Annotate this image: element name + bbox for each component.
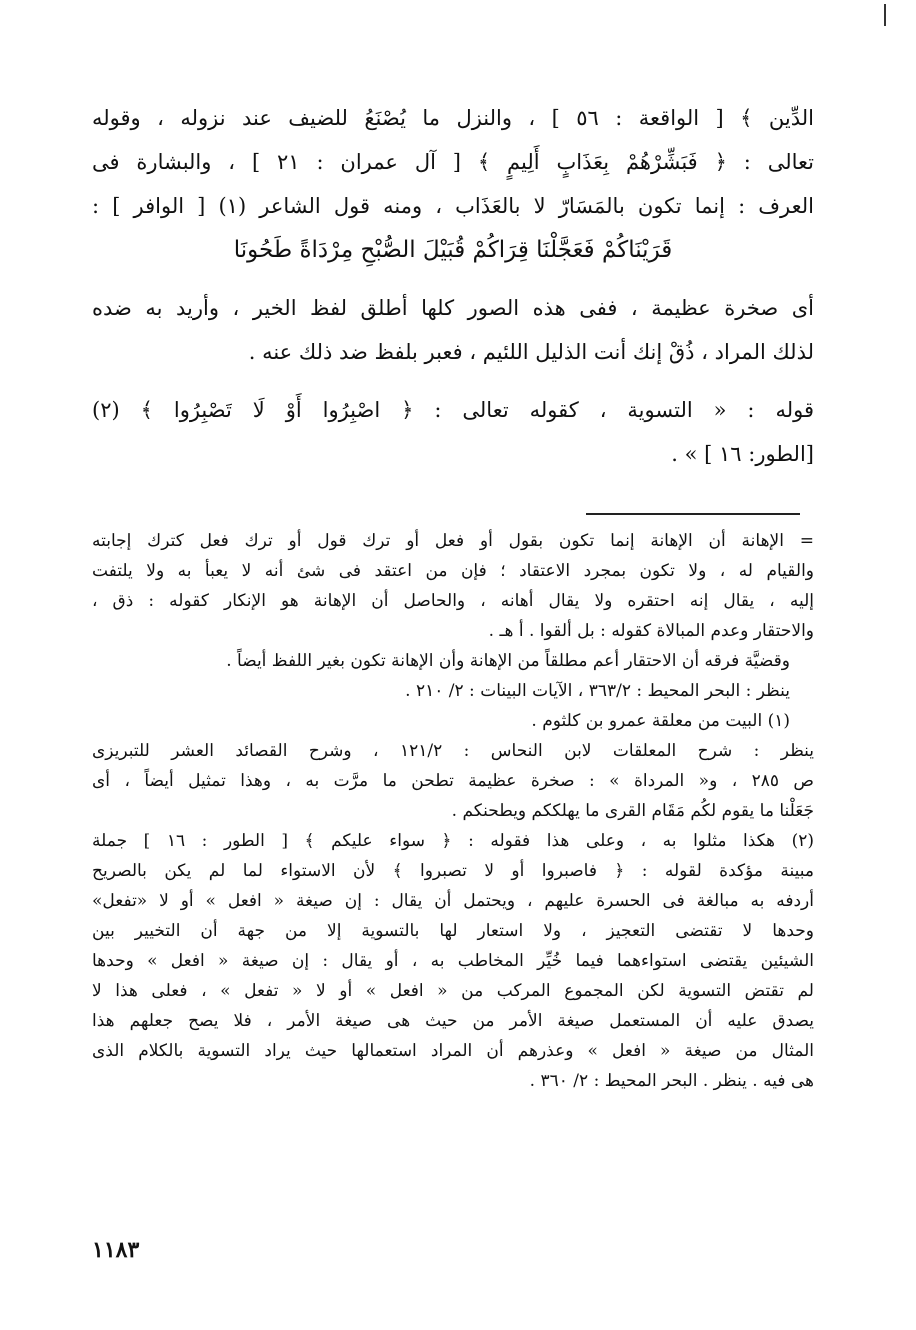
footnote-line: الشيئين يقتضى استواءهما فيما خُيِّر المخاطب به ، أو يقال : إن صيغة « افعل » وحدها [92,951,814,971]
main-line: قوله : « التسوية ، كقوله تعالى : ﴿ اصْبِرُوا أَوْ لَا تَصْبِرُوا ﴾ (٢) [92,398,814,422]
footnote-line: لم تقتض التسوية لكن المجموع المركب من « افعل » أو لا « تفعل » ، فعلى هذا لا [92,981,814,1001]
footnote-line: أردفه به مبالغة فى الحسرة عليهم ، ويحتمل أن يقال : إن صيغة « افعل » أو لا «تفعل» [92,891,814,911]
main-line: تعالى : ﴿ فَبَشِّرْهُمْ بِعَذَابٍ أَلِيمٍ ﴾ [ آل عمران : ٢١ ] ، والبشارة فى [92,150,814,174]
footnote-line: مبينة مؤكدة لقوله : ﴿ فاصبروا أو لا تصبروا ﴾ لأن الاستواء لما لم يكن بالصريح [92,861,814,881]
footnote-line: ينظر : شرح المعلقات لابن النحاس : ١٢١/٢ ، وشرح القصائد العشر للتبريزى [92,741,814,761]
main-line: أى صخرة عظيمة ، ففى هذه الصور كلها أطلق لفظ الخير ، وأريد به ضده [92,296,814,320]
footnote-line: والاحتقار وعدم المبالاة كقوله : بل ألقوا . أ هـ . [488,621,814,641]
footnote-line: = الإهانة أن الإهانة إنما تكون بقول أو فعل أو ترك قول أو ترك فعل كترك إجابته [92,531,814,551]
footnote-line: (١) البيت من معلقة عمرو بن كلثوم . [531,711,790,731]
footnote-line: ص ٢٨٥ ، و« المرداة » : صخرة عظيمة تطحن ما مرَّت به ، وهذا تمثيل أيضاً ، أى [92,771,814,791]
footnote-line: إليه ، يقال إنه احتقره ولا يقال أهانه ، والحاصل أن الإهانة هو الإنكار كقوله : ذق ، [92,591,814,611]
main-line: لذلك المراد ، ذُقْ إنك أنت الذليل اللئيم ، فعبر بلفظ ضد ذلك عنه . [248,340,814,364]
footnote-line: والقيام له ، ولا تكون بمجرد الاعتقاد ؛ فإن من اعتقد فى شئ أنه لا يعبأ به ولا يلتفت [92,561,814,581]
footnotes [92,526,814,1096]
footnote-line: (٢) هكذا مثلوا به ، وعلى هذا فقوله : ﴿ سواء عليكم ﴾ [ الطور : ١٦ ] جملة [92,831,814,851]
page-number: ١١٨٣ [92,1237,140,1263]
scan-mark [884,4,886,26]
footnote-separator [586,513,800,515]
footnote-line: المثال من صيغة « افعل » وعذرهم أن المراد استعمالها حيث يراد التسوية بالكلام الذى [92,1041,814,1061]
footnote-line: جَعَلْنا ما يقوم لكُم مَقَام القرى ما يهلككم ويطحنكم . [451,801,814,821]
main-line: العرف : إنما تكون بالمَسَارّ لا بالعَذَاب ، ومنه قول الشاعر (١) [ الوافر ] : [92,194,814,218]
main-line: [الطور: ١٦ ] » . [671,442,814,466]
footnote-line: وحدها لا تقتضى التعجيز ، ولا استعار لها بالتسوية إلا من جهة أن التخيير بين [92,921,814,941]
footnote-line: ينظر : البحر المحيط : ٣٦٣/٢ ، الآيات البينات : ٢/ ٢١٠ . [405,681,790,701]
footnote-line: وقضيَّة فرقه أن الاحتقار أعم مطلقاً من الإهانة وأن الإهانة تكون بغير اللفظ أيضاً . [226,651,790,671]
main-line: الدِّين ﴾ [ الواقعة : ٥٦ ] ، والنزل ما يُصْنَعُ للضيف عند نزوله ، وقوله [92,106,814,130]
main-text [92,96,814,476]
footnote-line: يصدق عليه أن المستعمل صيغة الأمر من حيث هى صيغة الأمر ، فلا يصح جعلهم هذا [92,1011,814,1031]
footnote-line: هى فيه . ينظر . البحر المحيط : ٢/ ٣٦٠ . [529,1071,814,1091]
poem-verse: قَرَيْنَاكُمْ فَعَجَّلْنَا قِرَاكُمْ قُبَيْلَ الصُّبْحِ مِرْدَاةً طَحُونَا [233,237,673,263]
